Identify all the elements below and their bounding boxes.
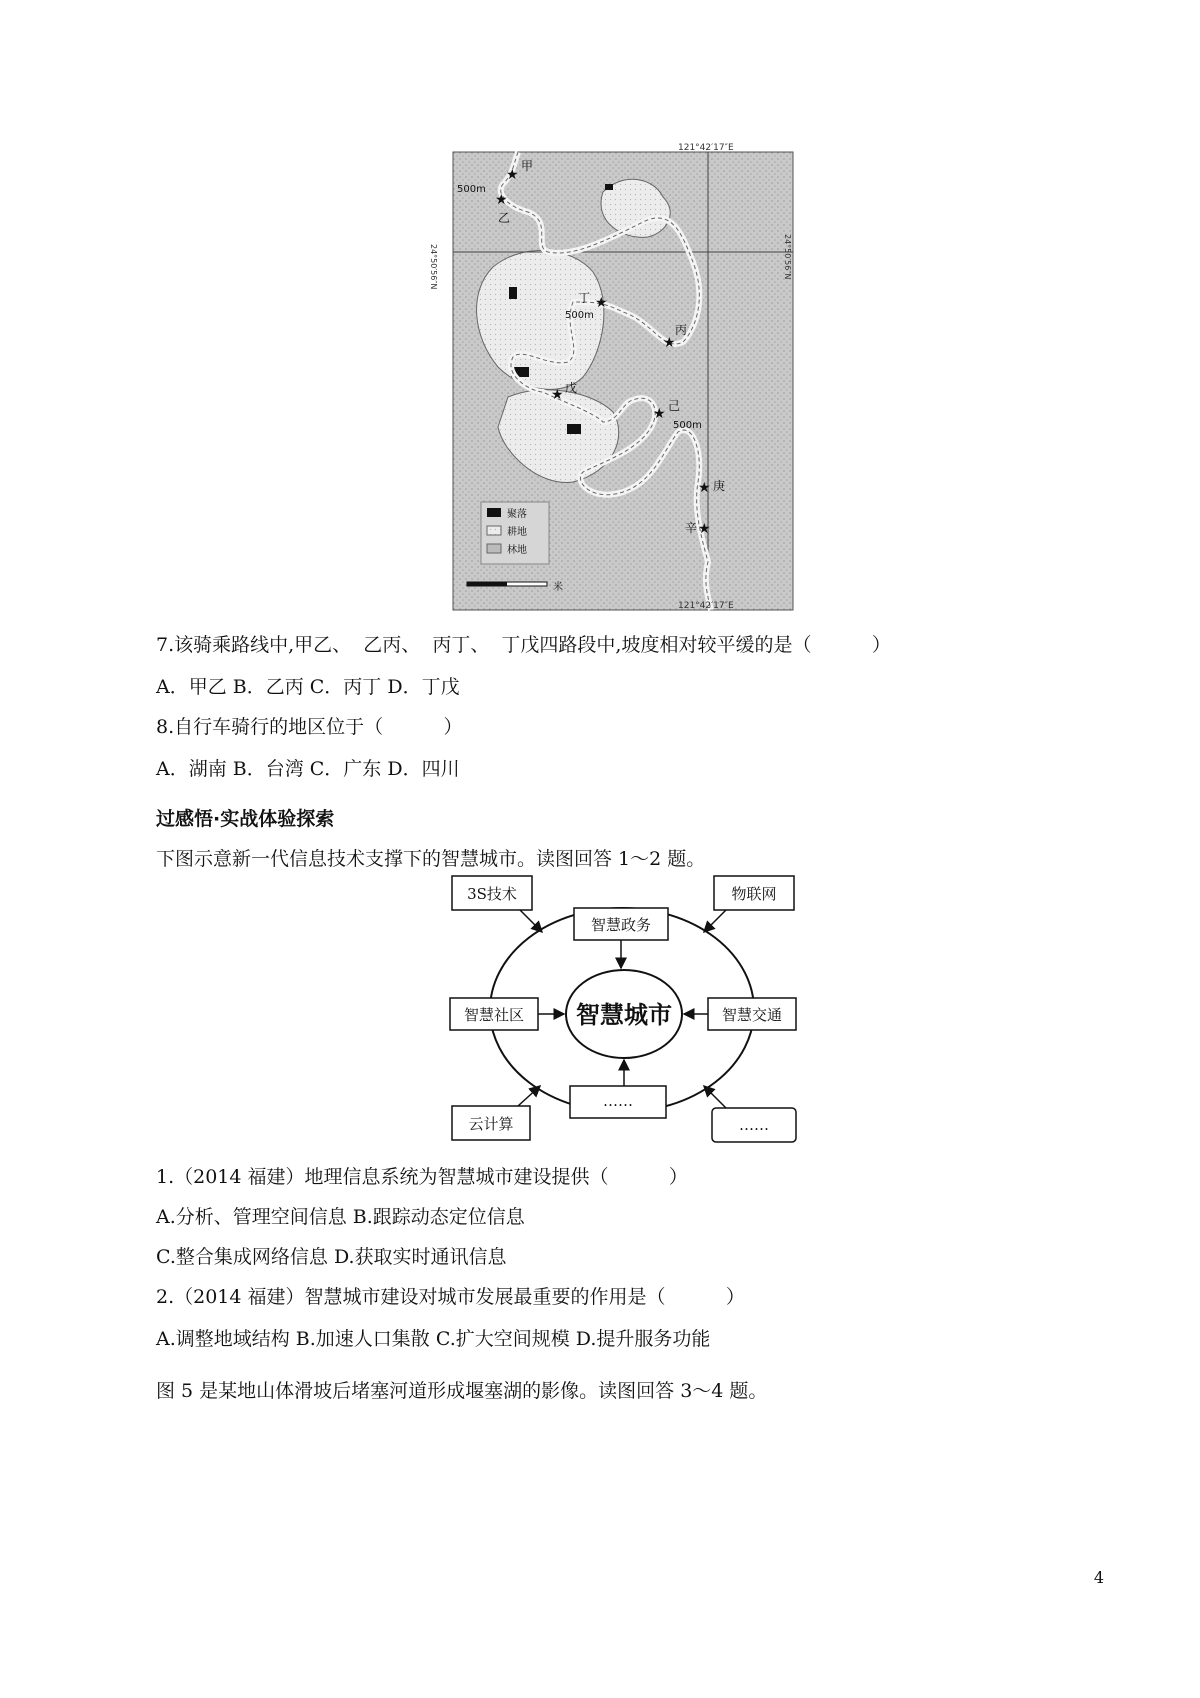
outer-node-label: 3S技术 (467, 885, 517, 903)
outer-node-label: …… (739, 1116, 769, 1134)
waypoint-star-icon: ★ (653, 406, 666, 422)
route-map-figure (429, 143, 793, 611)
scale-unit: 米 (553, 582, 563, 593)
flow-arrow (704, 910, 726, 932)
place-label: 庚 (713, 479, 726, 493)
next-section-intro: 图 5 是某地山体滑坡后堵塞河道形成堰塞湖的影像。读图回答 3～4 题。 (156, 1380, 768, 1402)
latitude-label-right: 24°50′56″N (783, 234, 792, 280)
place-label: 甲 (521, 159, 534, 173)
question-1-options-line1: A.分析、管理空间信息 B.跟踪动态定位信息 (156, 1206, 525, 1228)
question-8: 8.自行车骑行的地区位于（ ） (156, 716, 463, 738)
flow-arrow (518, 1086, 540, 1106)
section-heading: 过感悟·实战体验探索 (156, 808, 335, 830)
question-7: 7.该骑乘路线中,甲乙、 乙丙、 丙丁、 丁戊四路段中,坡度相对较平缓的是（ ） (156, 634, 891, 656)
center-label: 智慧城市 (576, 1001, 672, 1029)
waypoint-star-icon: ★ (698, 521, 711, 537)
waypoint-star-icon: ★ (495, 192, 508, 208)
section-intro: 下图示意新一代信息技术支撑下的智慧城市。读图回答 1～2 题。 (156, 848, 706, 870)
place-label: 乙 (498, 211, 511, 225)
legend-swatch-forest (487, 544, 501, 553)
node-label: 智慧交通 (721, 1006, 783, 1024)
settlement (567, 424, 581, 434)
legend-label: 耕地 (507, 527, 527, 538)
legend-label: 聚落 (507, 509, 527, 520)
page-number: 4 (1093, 1568, 1104, 1587)
distance-label: 500m (673, 420, 702, 431)
legend-swatch-farmland (487, 526, 501, 535)
legend-label: 林地 (507, 545, 527, 556)
place-label: 己 (668, 399, 681, 413)
scale-bar-segment (467, 582, 507, 586)
node-label: 智慧政务 (590, 916, 652, 934)
longitude-label-bottom: 121°42′17″E (678, 601, 734, 611)
question-2-options: A.调整地域结构 B.加速人口集散 C.扩大空间规模 D.提升服务功能 (156, 1328, 711, 1350)
question-7-options: A．甲乙 B．乙丙 C．丙丁 D．丁戊 (156, 676, 460, 698)
waypoint-star-icon: ★ (551, 387, 564, 403)
latitude-label-left: 24°50′56″N (429, 244, 438, 290)
question-1-options-line2: C.整合集成网络信息 D.获取实时通讯信息 (156, 1246, 507, 1268)
place-label: 丙 (675, 323, 688, 337)
distance-label: 500m (457, 184, 486, 195)
waypoint-star-icon: ★ (698, 480, 711, 496)
question-1: 1.（2014 福建）地理信息系统为智慧城市建设提供（ ） (156, 1166, 688, 1188)
question-8-options: A．湖南 B．台湾 C．广东 D．四川 (156, 758, 460, 780)
settlement (605, 184, 613, 190)
waypoint-star-icon: ★ (595, 295, 608, 311)
place-label: 辛 (685, 521, 698, 535)
waypoint-star-icon: ★ (663, 335, 676, 351)
flow-arrow (520, 910, 542, 932)
longitude-label-top: 121°42′17″E (678, 143, 734, 153)
outer-node-label: 云计算 (468, 1115, 514, 1133)
smart-city-diagram (448, 872, 800, 1144)
outer-node-label: 物联网 (731, 885, 777, 903)
distance-label: 500m (565, 310, 594, 321)
waypoint-star-icon: ★ (506, 167, 519, 183)
legend-swatch-settlement (487, 508, 501, 517)
flow-arrow (704, 1086, 726, 1108)
place-label: 丁 (578, 291, 591, 305)
node-label: 智慧社区 (463, 1006, 525, 1024)
question-2: 2.（2014 福建）智慧城市建设对城市发展最重要的作用是（ ） (156, 1286, 745, 1308)
settlement (509, 287, 517, 299)
node-label: …… (603, 1092, 633, 1110)
place-label: 戊 (565, 381, 578, 395)
